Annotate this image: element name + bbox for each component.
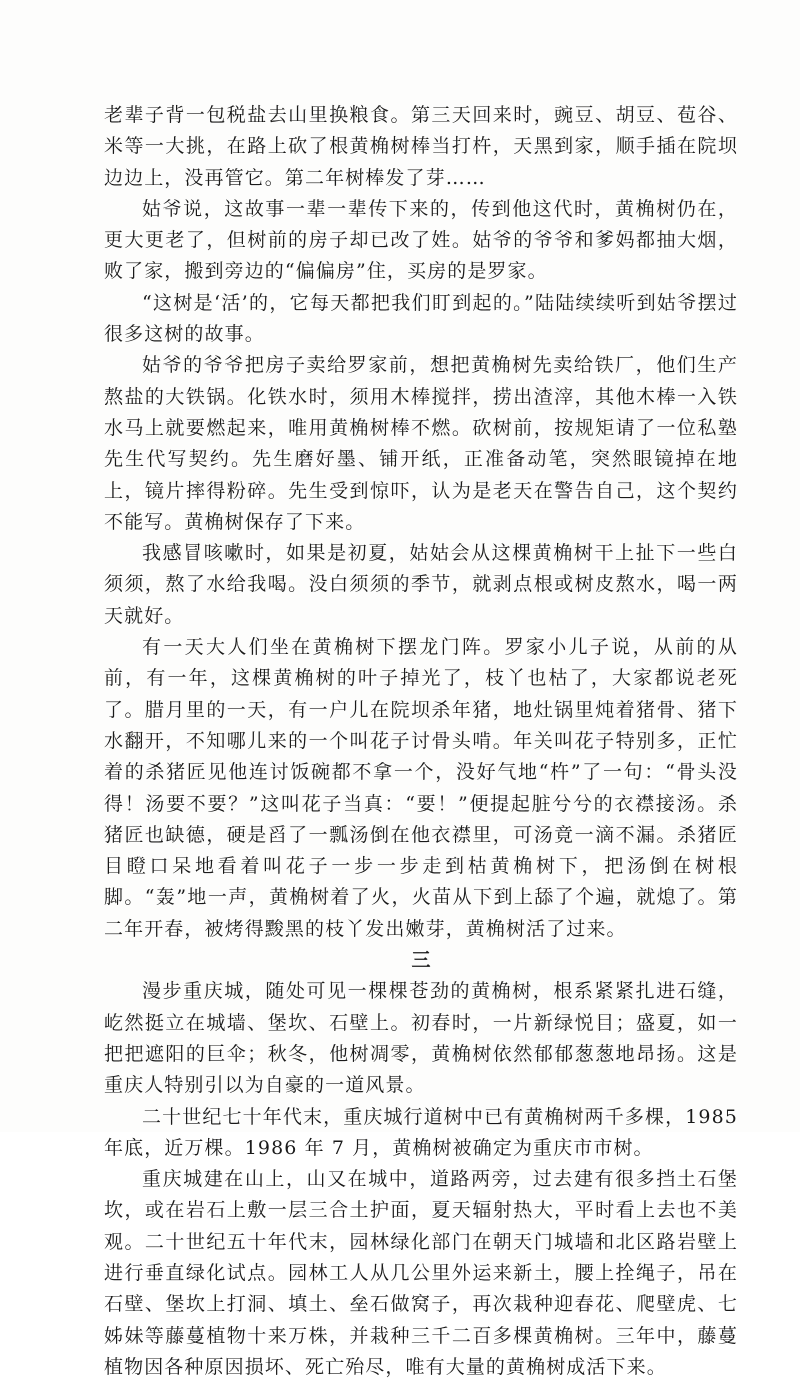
paragraphs-before (104, 100, 738, 945)
section-heading: 三 (411, 949, 431, 972)
paragraph-4: 姑爷的爷爷把房子卖给罗家前，想把黄桷树先卖给铁厂，他们生产熬盐的大铁锅。化铁水时，须用木棒搅拌，捞出渣滓，其他木棒一入铁水马上就要燃起来，唯用黄桷树棒不燃。砍树前，按规矩请了一位私塾先生代写契约。先生磨好墨、铺开纸，正准备动笔，突然眼镜掉在地上，镜片摔得粉碎。先生受到惊吓，认为是老天在警告自己，这个契约不能写。黄桷树保存了下来。 (104, 354, 738, 533)
paragraphs-after (104, 976, 738, 1383)
paragraph-1: 老辈子背一包税盐去山里换粮食。第三天回来时，豌豆、胡豆、苞谷、米等一大挑，在路上砍了根黄桷树棒当打杵，天黑到家，顺手插在院坝边边上，没再管它。第二年树棒发了芽…… (104, 104, 738, 189)
paragraph-3: “这树是‘活’的，它每天都把我们盯到起的。”陆陆续续听到姑爷摆过很多这树的故事。 (104, 291, 738, 346)
paragraph-9: 重庆城建在山上，山又在城中，道路两旁，过去建有很多挡土石堡坎，或在岩石上敷一层三合土护面，夏天辐射热大，平时看上去也不美观。二十世纪五十年代末，园林绿化部门在朝天门城墙和北区路岩壁上进行垂直绿化试点。园林工人从几公里外运来新土，腰上拴绳子，吊在石壁、堡坎上打洞、填土、垒石做窝子，再次栽种迎春花、爬壁虎、七姊妹等藤蔓植物十来万株，并栽种三千二百多棵黄桷树。三年中，藤蔓植物因各种原因损坏、死亡殆尽，唯有大量的黄桷树成活下来。 (104, 1168, 738, 1378)
paragraph-6: 有一天大人们坐在黄桷树下摆龙门阵。罗家小儿子说，从前的从前，有一年，这棵黄桷树的叶子掉光了，枝丫也枯了，大家都说老死了。腊月里的一天，有一户儿在院坝杀年猪，地灶锅里炖着猪骨、猪下水翻开，不知哪儿来的一个叫花子讨骨头啃。年关叫花子特别多，正忙着的杀猪匠见他连讨饭碗都不拿一个，没好气地“杵”了一句：“骨头没得！汤要不要？”这叫花子当真：“要！”便提起脏兮兮的衣襟接汤。杀猪匠也缺德，硬是舀了一瓢汤倒在他衣襟里，可汤竟一滴不漏。杀猪匠目瞪口呆地看着叫花子一步一步走到枯黄桷树下，把汤倒在树根脚。“轰”地一声，黄桷树着了火，火苗从下到上舔了个遍，就熄了。第二年开春，被烤得黢黑的枝丫发出嫩芽，黄桷树活了过来。 (104, 636, 738, 940)
paragraph-2: 姑爷说，这故事一辈一辈传下来的，传到他这代时，黄桷树仍在，更大更老了，但树前的房子却已改了姓。姑爷的爷爷和爹妈都抽大烟，败了家，搬到旁边的“偏偏房”住，买房的是罗家。 (104, 197, 738, 283)
paragraph-8: 二十世纪七十年代末，重庆城行道树中已有黄桷树两千多棵，1985 年底，近万棵。1986 年 7 月，黄桷树被确定为重庆市市树。 (104, 1105, 738, 1159)
paragraph-7: 漫步重庆城，随处可见一棵棵苍劲的黄桷树，根系紧紧扎进石缝，屹然挺立在城墙、堡坎、石壁上。初春时，一片新绿悦目；盛夏，如一把把遮阳的巨伞；秋冬，他树凋零，黄桷树依然郁郁葱葱地昂扬。这是重庆人特别引以为自豪的一道风景。 (104, 980, 738, 1097)
paragraph-5: 我感冒咳嗽时，如果是初夏，姑姑会从这棵黄桷树干上扯下一些白须须，熬了水给我喝。没白须须的季节，就剥点根或树皮熬水，喝一两天就好。 (104, 542, 738, 627)
